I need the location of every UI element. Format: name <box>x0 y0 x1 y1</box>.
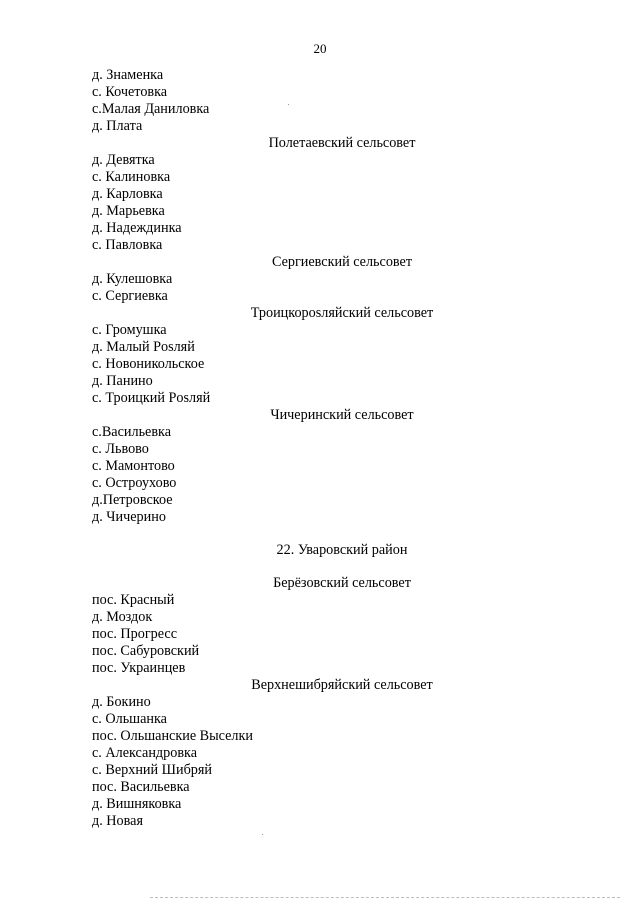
settlement-entry: пос. Украинцев <box>92 660 186 676</box>
council-heading: Сергиевский сельсовет <box>271 254 413 270</box>
council-heading: Чичеринский сельсовет <box>270 407 414 423</box>
settlement-entry: пос. Прогресс <box>92 626 178 642</box>
settlement-entry: с. Львово <box>92 441 149 457</box>
settlement-entry: с. Ольшанка <box>92 711 167 727</box>
settlement-entry: д. Моздок <box>92 609 153 625</box>
settlement-entry: д. Кулешовка <box>92 271 173 287</box>
settlement-entry: с. Троицкий Рosляй <box>92 390 211 406</box>
settlement-entry: с. Кочетовка <box>92 84 168 100</box>
settlement-entry: пос. Сабуровский <box>92 643 200 659</box>
council-heading: Полетаевский сельсовет <box>268 135 416 151</box>
scan-speck <box>288 104 289 105</box>
settlement-entry: с. Новоникольское <box>92 356 205 372</box>
district-heading: 22. Уваровский район <box>276 542 408 558</box>
settlement-entry: д. Марьевка <box>92 203 165 219</box>
settlement-entry: д. Панино <box>92 373 153 389</box>
settlement-entry: д. Бокино <box>92 694 151 710</box>
settlement-entry: д. Карловка <box>92 186 163 202</box>
settlement-entry: с.Васильевка <box>92 424 172 440</box>
footer-scan-line <box>150 897 620 898</box>
council-heading: Троицкорosляйский сельсовет <box>250 305 434 321</box>
scan-speck <box>262 834 263 835</box>
settlement-entry: д. Малый Рosляй <box>92 339 195 355</box>
settlement-entry: д. Знаменка <box>92 67 164 83</box>
settlement-entry: с. Павловка <box>92 237 163 253</box>
settlement-entry: пос. Ольшанские Выселки <box>92 728 253 744</box>
settlement-entry: д. Надеждинка <box>92 220 182 236</box>
settlement-entry: д. Плата <box>92 118 143 134</box>
settlement-list <box>92 67 592 830</box>
council-heading: Верхнешибряйский сельсовет <box>251 677 433 693</box>
settlement-entry: пос. Красный <box>92 592 175 608</box>
settlement-entry: с. Сергиевка <box>92 288 168 304</box>
settlement-entry: д.Петровское <box>92 492 173 508</box>
settlement-entry: с. Верхний Шибряй <box>92 762 212 778</box>
settlement-entry: с.Малая Даниловка <box>92 101 210 117</box>
settlement-entry: с. Калиновка <box>92 169 171 185</box>
page-number: 20 <box>313 41 327 56</box>
settlement-entry: с. Громушка <box>92 322 167 338</box>
settlement-entry: д. Чичерино <box>92 509 166 525</box>
settlement-entry: с. Остроухово <box>92 475 177 491</box>
settlement-entry: д. Девятка <box>92 152 155 168</box>
settlement-entry: с. Александровка <box>92 745 197 761</box>
settlement-entry: с. Мамонтово <box>92 458 175 474</box>
council-heading: Берёзовский сельсовет <box>273 575 411 591</box>
settlement-entry: д. Новая <box>92 813 143 829</box>
settlement-entry: д. Вишняковка <box>92 796 182 812</box>
settlement-entry: пос. Васильевка <box>92 779 190 795</box>
